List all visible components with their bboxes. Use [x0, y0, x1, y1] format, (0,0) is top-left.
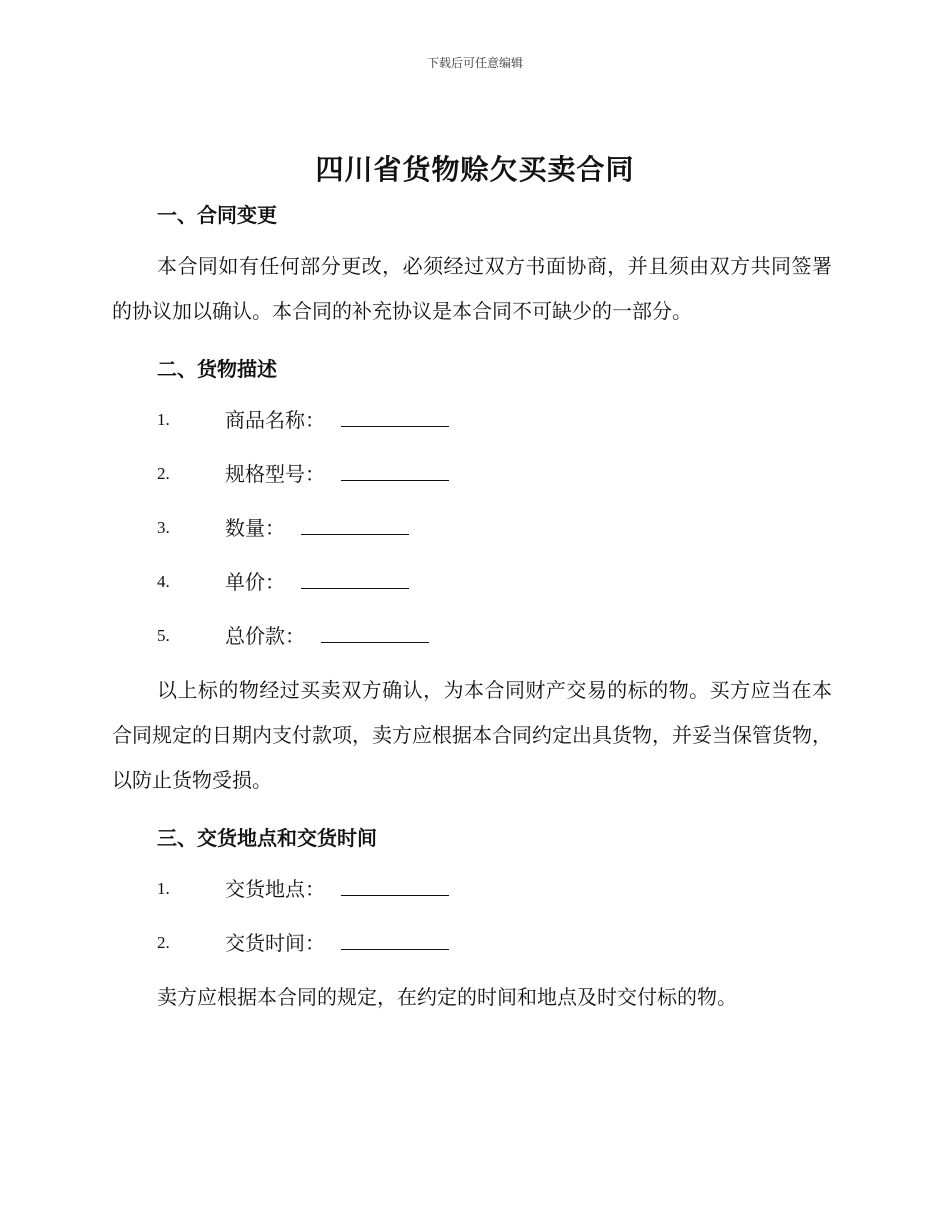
list-label-with-blank: [225, 513, 409, 543]
fill-in-blank: [301, 518, 409, 535]
paragraph-contract-change: 本合同如有任何部分更改，必须经过双方书面协商，并且须由双方共同签署的协议加以确认。本合同的补充协议是本合同不可缺少的一部分。: [112, 254, 832, 323]
document-title: 四川省货物赊欠买卖合同: [315, 153, 635, 186]
list-label: 交货地点：: [225, 877, 325, 901]
list-number: 2.: [157, 464, 170, 483]
list-number: 5.: [157, 626, 170, 645]
header-note: 下载后可任意编辑: [426, 56, 523, 70]
list-label-with-blank: [225, 874, 449, 904]
fill-in-blank: [341, 879, 449, 896]
fill-in-blank: [341, 410, 449, 427]
paragraph-goods-confirmation: 以上标的物经过买卖双方确认，为本合同财产交易的标的物。买方应当在本合同规定的日期内支付款项，卖方应根据本合同约定出具货物，并妥当保管货物，以防止货物受损。: [112, 678, 832, 792]
list-label-with-blank: [225, 621, 429, 651]
list-label: 规格型号：: [225, 462, 325, 486]
list-number: 2.: [157, 933, 170, 952]
list-number: 3.: [157, 518, 170, 537]
section-heading-goods-description: 二、货物描述: [157, 357, 277, 381]
list-label-with-blank: [225, 567, 409, 597]
section-heading-delivery: 三、交货地点和交货时间: [157, 826, 377, 850]
list-number: 1.: [157, 410, 170, 429]
paragraph-delivery-obligation: 卖方应根据本合同的规定，在约定的时间和地点及时交付标的物。: [157, 985, 737, 1009]
list-label-with-blank: [225, 928, 449, 958]
list-label: 数量：: [225, 516, 285, 540]
list-label: 单价：: [225, 570, 285, 594]
fill-in-blank: [341, 933, 449, 950]
list-label: 总价款：: [225, 624, 305, 648]
list-label-with-blank: [225, 405, 449, 435]
list-number: 1.: [157, 879, 170, 898]
list-label: 商品名称：: [225, 408, 325, 432]
list-number: 4.: [157, 572, 170, 591]
fill-in-blank: [321, 626, 429, 643]
section-heading-contract-change: 一、合同变更: [157, 203, 277, 227]
fill-in-blank: [341, 464, 449, 481]
fill-in-blank: [301, 572, 409, 589]
list-label-with-blank: [225, 459, 449, 489]
list-label: 交货时间：: [225, 931, 325, 955]
